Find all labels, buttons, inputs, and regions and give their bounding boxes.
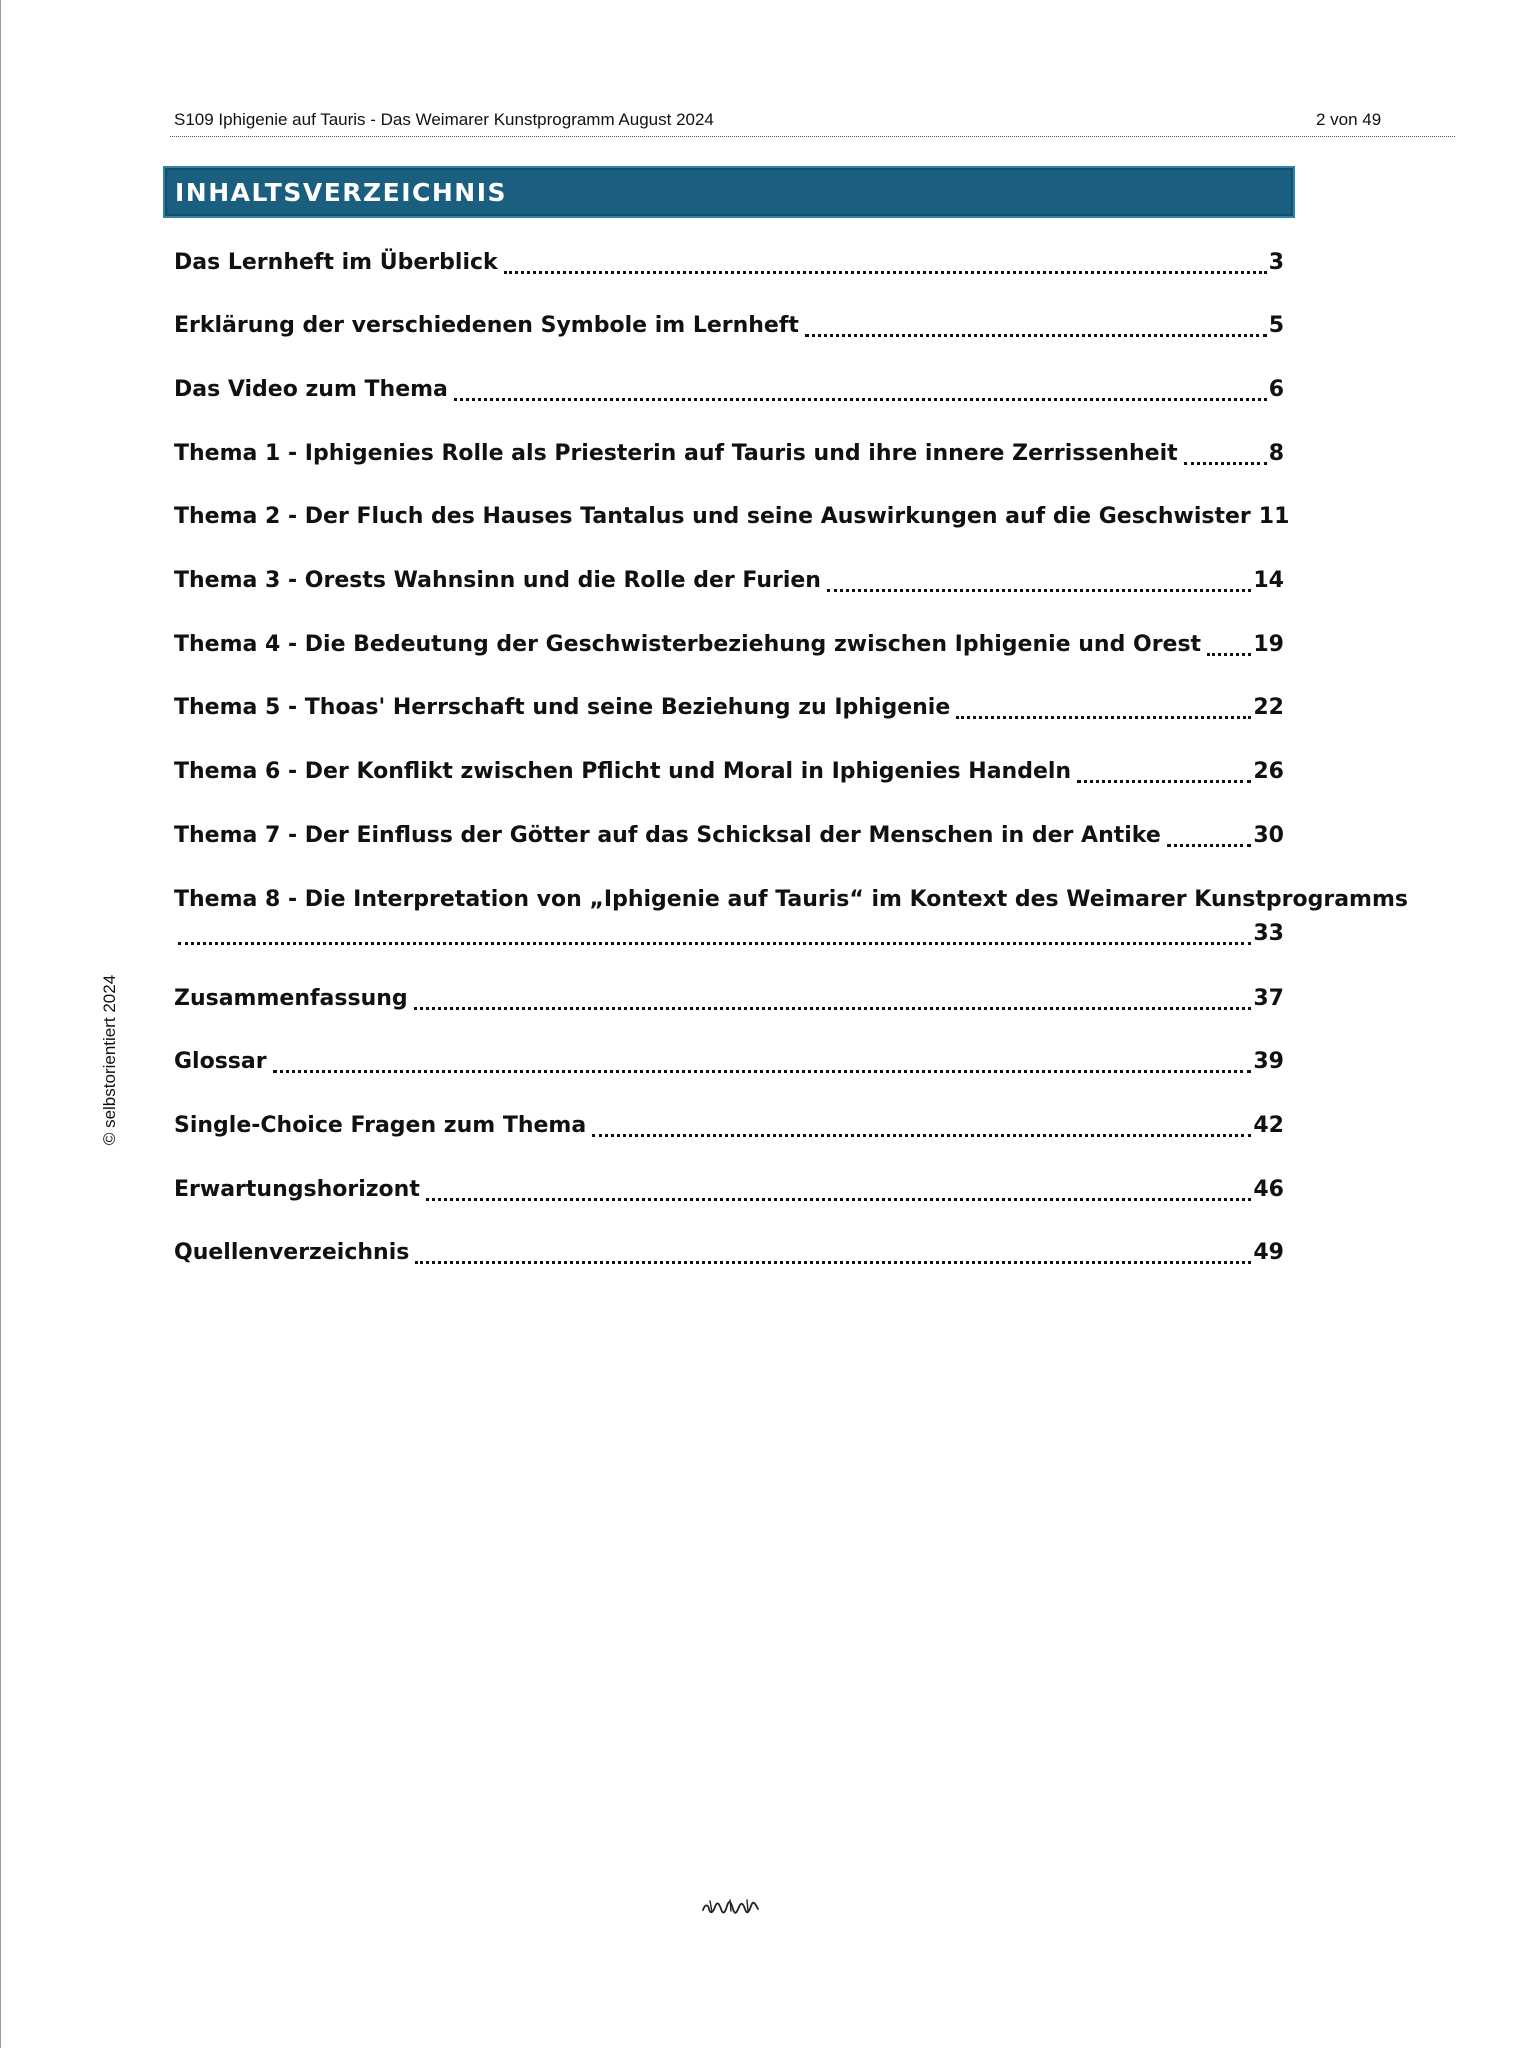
toc-heading: INHALTSVERZEICHNIS: [175, 178, 508, 207]
toc-entry-label: Single-Choice Fragen zum Thema: [174, 1113, 587, 1138]
toc-entry-page: 22: [1253, 695, 1284, 720]
document-title: S109 Iphigenie auf Tauris - Das Weimarer Kunstprogramm August 2024: [174, 110, 714, 129]
toc-entry-page: 3: [1268, 250, 1284, 275]
toc-entry-page: 26: [1253, 759, 1284, 784]
toc-entry-label: Thema 5 - Thoas' Herrschaft und seine Beziehung zu Iphigenie: [174, 695, 951, 720]
toc-entry[interactable]: [174, 377, 1284, 407]
toc-entry-label: Thema 4 - Die Bedeutung der Geschwisterbeziehung zwischen Iphigenie und Orest: [174, 632, 1202, 657]
toc-entry-page: 30: [1253, 823, 1284, 848]
page-edge: [0, 0, 1, 2048]
toc-entry-label: Erwartungshorizont: [174, 1177, 420, 1202]
page-indicator: 2 von 49: [1316, 110, 1382, 129]
toc-entry[interactable]: [174, 441, 1284, 471]
toc-entry-page: 6: [1268, 377, 1284, 402]
running-header: [170, 110, 1455, 137]
toc-entry-label: Zusammenfassung: [174, 986, 408, 1011]
dot-leader: [504, 270, 1267, 274]
toc-entry-page: 19: [1253, 632, 1284, 657]
toc-entry[interactable]: [174, 986, 1284, 1016]
brand-logo: [700, 1895, 762, 1917]
toc-entry[interactable]: [174, 250, 1284, 280]
toc-entry-page: 11: [1258, 504, 1290, 529]
toc-entry-label: Das Video zum Thema: [174, 377, 448, 402]
dot-leader: [1207, 652, 1251, 656]
toc-entry-label: Erklärung der verschiedenen Symbole im Lernheft: [174, 313, 799, 338]
dot-leader: [827, 588, 1251, 592]
toc-entry-page: 33: [1253, 921, 1284, 946]
dot-leader: [415, 1260, 1251, 1264]
dot-leader: [805, 333, 1267, 337]
dot-leader: [178, 941, 1251, 945]
toc-entry-page: 39: [1253, 1049, 1284, 1074]
toc-entry[interactable]: [174, 1049, 1284, 1079]
toc-entry-label: Quellenverzeichnis: [174, 1240, 410, 1265]
toc-entry-page: 37: [1253, 986, 1284, 1011]
dot-leader: [1167, 843, 1252, 847]
toc-entry[interactable]: [174, 568, 1284, 598]
toc-entry-page: 5: [1268, 313, 1284, 338]
dot-leader: [414, 1006, 1252, 1010]
toc-entry-label: Thema 1 - Iphigenies Rolle als Priesterin auf Tauris und ihre innere Zerrissenheit: [174, 441, 1178, 466]
toc-entry[interactable]: [174, 759, 1284, 789]
dot-leader: [1184, 461, 1267, 465]
dot-leader: [426, 1197, 1252, 1201]
toc-entry-label: Glossar: [174, 1049, 267, 1074]
toc-entry[interactable]: [174, 504, 1290, 534]
toc-entry[interactable]: [174, 1177, 1284, 1207]
toc-entry-label: Thema 6 - Der Konflikt zwischen Pflicht und Moral in Iphigenies Handeln: [174, 759, 1072, 784]
toc-entry-label: Das Lernheft im Überblick: [174, 250, 498, 275]
toc-entry[interactable]: [174, 632, 1284, 662]
dot-leader: [1077, 779, 1251, 783]
dot-leader: [273, 1069, 1252, 1073]
toc-entry-page: 49: [1253, 1240, 1284, 1265]
toc-entry-page: 14: [1253, 568, 1284, 593]
toc-entry-label: Thema 3 - Orests Wahnsinn und die Rolle der Furien: [174, 568, 821, 593]
dot-leader: [454, 397, 1267, 401]
toc-entry-page: 42: [1253, 1113, 1284, 1138]
toc-entry[interactable]: [174, 313, 1284, 343]
toc-entry-label: Thema 8 - Die Interpretation von „Iphigenie auf Tauris“ im Kontext des Weimarer Kunstprogramms: [174, 887, 1408, 912]
toc-entry-page: 8: [1268, 441, 1284, 466]
toc-entry[interactable]: [174, 695, 1284, 725]
toc-entry[interactable]: [174, 823, 1284, 853]
toc-entry-label: Thema 2 - Der Fluch des Hauses Tantalus und seine Auswirkungen auf die Geschwister: [174, 504, 1251, 529]
toc-heading-bar: [163, 166, 1295, 218]
copyright-note: © selbstorientiert 2024: [100, 974, 119, 1146]
toc-entry-label: Thema 7 - Der Einfluss der Götter auf das Schicksal der Menschen in der Antike: [174, 823, 1161, 848]
toc-entry[interactable]: [174, 1240, 1284, 1270]
toc-entry[interactable]: [174, 887, 1408, 951]
dot-leader: [592, 1133, 1251, 1137]
dot-leader: [956, 715, 1251, 719]
toc-entry[interactable]: [174, 1113, 1284, 1143]
toc-entry-page: 46: [1253, 1177, 1284, 1202]
